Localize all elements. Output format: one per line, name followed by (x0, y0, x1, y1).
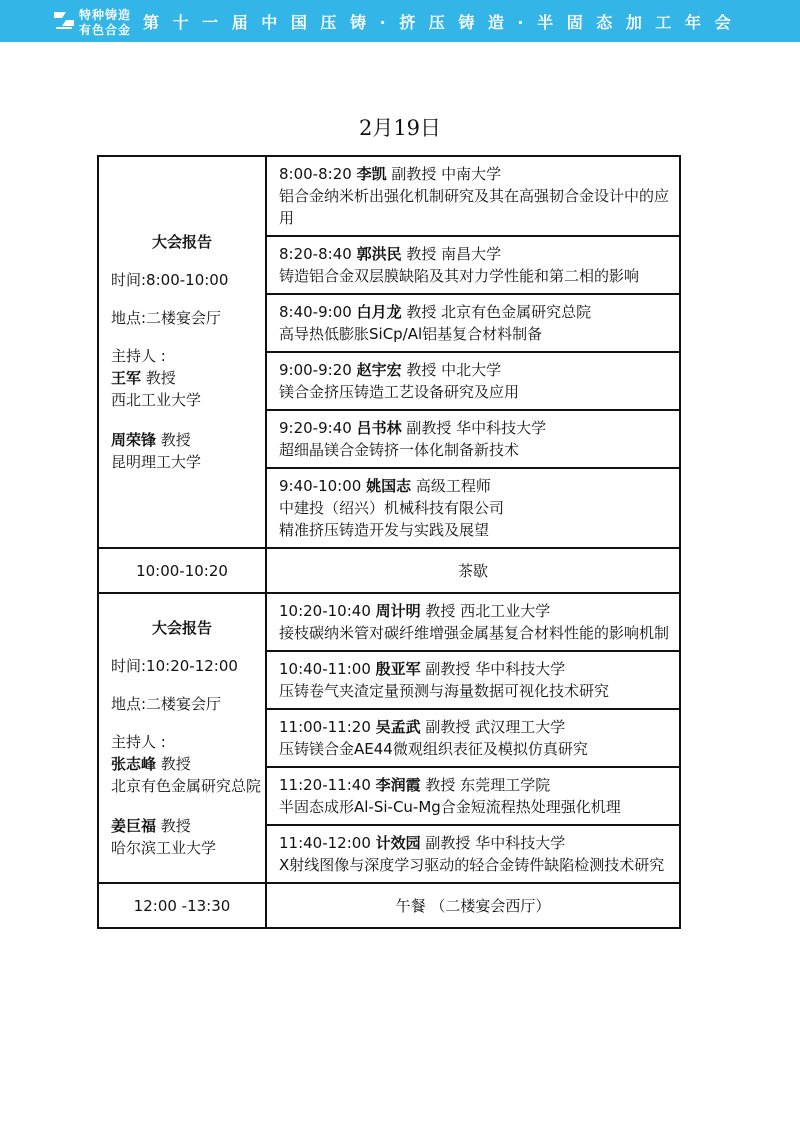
talk-cell (266, 651, 680, 709)
talk-topic: 接枝碳纳米管对碳纤维增强金属基复合材料性能的影响机制 (279, 624, 670, 642)
host-label: 主持人 : (111, 347, 166, 365)
host-entry (111, 815, 265, 837)
talk-cell (266, 825, 680, 883)
talk-topic: 铸造铝合金双层膜缺陷及其对力学性能和第二相的影响 (279, 267, 640, 285)
speaker-name: 李凯 (356, 165, 387, 183)
talk-time: 9:00-9:20 (279, 361, 357, 379)
talk-topic: 压铸卷气夹渣定量预测与海量数据可视化技术研究 (279, 682, 610, 700)
talk-time: 10:40-11:00 (279, 660, 376, 678)
speaker-info: 教授 东莞理工学院 (420, 776, 551, 794)
speaker-info: 教授 中北大学 (401, 361, 502, 379)
schedule-date: 2月19日 (358, 116, 442, 140)
host-entry (111, 367, 265, 389)
break-time: 10:00-10:20 (98, 548, 266, 593)
talk-cell (266, 156, 680, 236)
speaker-name: 郭洪民 (356, 245, 402, 263)
conference-title: 第 十 一 届 中 国 压 铸 · 挤 压 铸 造 · 半 固 态 加 工 年 会 (143, 13, 735, 32)
speaker-name: 白月龙 (356, 303, 402, 321)
talk-time: 9:20-9:40 (279, 419, 357, 437)
host-affiliation: 哈尔滨工业大学 (111, 839, 217, 857)
speaker-name: 周计明 (375, 602, 421, 620)
talk-topic: 半固态成形Al-Si-Cu-Mg合金短流程热处理强化机理 (279, 798, 621, 816)
host-affiliation: 昆明理工大学 (111, 453, 202, 471)
talk-time: 8:00-8:20 (279, 165, 357, 183)
logo-text-bottom: 有色合金 (79, 23, 132, 37)
talk-topic: 超细晶镁合金铸挤一体化制备新技术 (279, 441, 520, 459)
speaker-name: 吴孟武 (375, 718, 421, 736)
talk-time: 11:00-11:20 (279, 718, 376, 736)
session-heading: 大会报告 (151, 619, 212, 637)
talk-cell (266, 294, 680, 352)
speaker-name: 殷亚军 (375, 660, 421, 678)
talk-cell (266, 709, 680, 767)
host-title: 教授 (156, 431, 191, 449)
talk-cell (266, 767, 680, 825)
talk-time: 8:20-8:40 (279, 245, 357, 263)
table-row (98, 883, 680, 928)
session-time: 时间:10:20-12:00 (111, 657, 238, 675)
table-row (98, 593, 680, 651)
speaker-name: 李润霞 (375, 776, 421, 794)
table-row (98, 156, 680, 236)
host-affiliation: 北京有色金属研究总院 (111, 777, 262, 795)
talk-topic: 铝合金纳米析出强化机制研究及其在高强韧合金设计中的应用 (279, 187, 670, 227)
talk-cell (266, 236, 680, 294)
talk-cell (266, 593, 680, 651)
lunch-time: 12:00 -13:30 (98, 883, 266, 928)
session-heading: 大会报告 (151, 233, 212, 251)
session-info-cell (98, 593, 266, 883)
speaker-name: 姚国志 (366, 477, 412, 495)
talk-cell (266, 352, 680, 410)
host-title: 教授 (156, 755, 191, 773)
speaker-info: 副教授 华中科技大学 (420, 660, 566, 678)
break-label: 茶歇 (266, 548, 680, 593)
host-name: 张志峰 (111, 755, 157, 773)
speaker-info: 教授 北京有色金属研究总院 (401, 303, 592, 321)
talk-topic: 压铸镁合金AE44微观组织表征及模拟仿真研究 (279, 740, 588, 758)
logo-mark-icon (52, 8, 76, 32)
speaker-name: 吕书林 (356, 419, 402, 437)
speaker-info: 副教授 中南大学 (386, 165, 502, 183)
talk-topic: 高导热低膨胀SiCp/Al铝基复合材料制备 (279, 325, 543, 343)
logo (52, 4, 132, 38)
host-label: 主持人 : (111, 733, 166, 751)
talk-cell (266, 410, 680, 468)
lunch-label: 午餐 （二楼宴会西厅） (266, 883, 680, 928)
talk-topic: 镁合金挤压铸造工艺设备研究及应用 (279, 383, 520, 401)
session-time: 时间:8:00-10:00 (111, 271, 229, 289)
speaker-info: 副教授 华中科技大学 (401, 419, 547, 437)
schedule-table (97, 155, 681, 929)
speaker-info: 高级工程师 (411, 477, 491, 495)
host-entry (111, 429, 265, 451)
host-entry (111, 753, 265, 775)
speaker-organization: 中建投（绍兴）机械科技有限公司 (279, 499, 505, 517)
host-name: 周荣锋 (111, 431, 157, 449)
speaker-info: 教授 西北工业大学 (420, 602, 551, 620)
host-name: 姜巨福 (111, 817, 157, 835)
speaker-info: 副教授 武汉理工大学 (420, 718, 566, 736)
speaker-info: 教授 南昌大学 (401, 245, 502, 263)
talk-time: 9:40-10:00 (279, 477, 367, 495)
talk-topic: X射线图像与深度学习驱动的轻合金铸件缺陷检测技术研究 (279, 856, 665, 874)
talk-topic: 精准挤压铸造开发与实践及展望 (279, 521, 490, 539)
logo-text-top: 特种铸造 (79, 8, 132, 22)
talk-time: 10:20-10:40 (279, 602, 376, 620)
talk-time: 8:40-9:00 (279, 303, 357, 321)
host-title: 教授 (156, 817, 191, 835)
host-title: 教授 (141, 369, 176, 387)
talk-cell (266, 468, 680, 548)
speaker-name: 赵宇宏 (356, 361, 402, 379)
host-affiliation: 西北工业大学 (111, 391, 202, 409)
host-name: 王军 (111, 369, 142, 387)
speaker-name: 计效园 (375, 834, 421, 852)
session-place: 地点:二楼宴会厅 (111, 695, 222, 713)
speaker-info: 副教授 华中科技大学 (420, 834, 566, 852)
talk-time: 11:40-12:00 (279, 834, 376, 852)
session-place: 地点:二楼宴会厅 (111, 309, 222, 327)
header-banner (0, 0, 800, 42)
talk-time: 11:20-11:40 (279, 776, 376, 794)
table-row (98, 548, 680, 593)
session-info-cell (98, 156, 266, 548)
